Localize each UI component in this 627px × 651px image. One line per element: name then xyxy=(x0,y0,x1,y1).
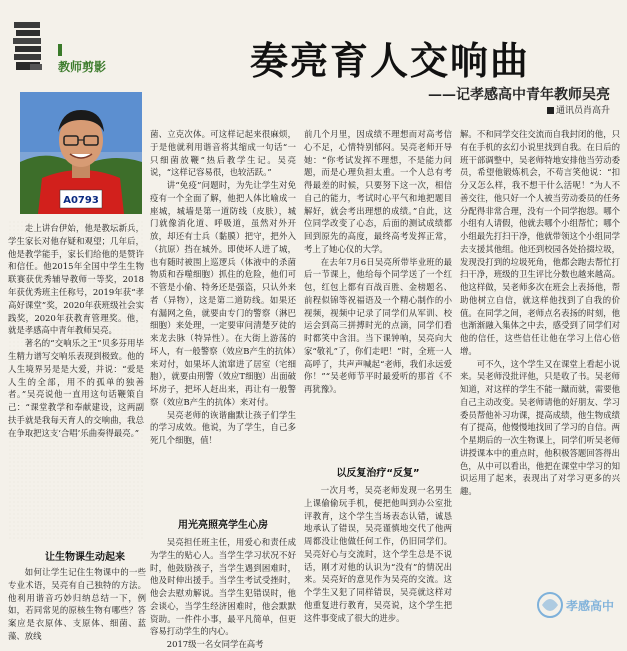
byline-text: 通讯员肖高升 xyxy=(555,106,610,116)
subhead-biology-class: 让生物课生动起来 xyxy=(45,552,125,563)
body-paragraph: 在去年7月6日吴亮所带毕业班的最后一节课上，他给每个同学送了一个红包，红包上都有百战百胜、金榜题名、前程似锦等祝福语及一个精心制作的小视频，视频中记录了同学们从军训、校运会到高三拼搏时光的点滴，同学们看时都笑中含泪。当下课钟响，吴亮向大家“敬礼”了，你们走吧！”时，全班一人高呼了，共声声喊起“老师，我们永远爱你！”“吴老师节平时最爱听的那首《不再犹豫》。 xyxy=(304,256,452,394)
bib-number: A0793 xyxy=(63,195,99,206)
watermark-text: 孝感高中 xyxy=(566,599,615,613)
body-paragraph: 菌、立克次体。可这样记起来很麻烦，于是他就利用谐音将其缩成一句话“一只细菌放鞭”热后教学生记。吴亮说，“这样记容易很，也较活跃。” xyxy=(150,129,296,178)
sidebar xyxy=(0,0,150,640)
bio-text xyxy=(8,222,144,440)
bio-paragraph: 走上讲台伊始，他是教坛新兵，学生家长对他存疑和观望；几年后，他是教学能手，家长们给他的是赞许和信任。他2015年全国中学生生物联赛获优秀辅导教师一等奖，2018年获优秀班主任称号，2019年获“孝高好课堂”奖，2020年获班级社会实践奖，2020年获教育管理奖。他，就是孝感高中青年教师吴亮。 xyxy=(8,223,144,336)
subhead-light-hearts: 用光亮照亮学生心房 xyxy=(178,520,268,531)
body-paragraph: 吴亮担任班主任，用爱心和责任成为学生的贴心人。当学生学习状况不好时，他鼓励孩子，当学生遇到困难时，他及时伸出援手。当学生考试受挫时，他会去慰劝解说。当学生犯错误时，他会谈心，当学生经济困难时，他会默默资助。一件件小事，最平凡简单，但更容易打动学生的内心。 xyxy=(150,537,296,637)
byline xyxy=(440,103,610,116)
body-paragraph: 一次月考，吴亮老师发现一名男生上课偷偷玩手机，便把他叫到办公室批评教育，这个学生当场表态认错，诚恳地承认了错误，吴亮谨慎地交代了他两周都没让他做任何工作，仍旧同学们。吴亮好心与交流时，这个学生总是不说话，刚才对他的认识为“没有”的情况出来。吴亮好的意见作为吴亮的交流。这个学生又犯了同样错误，吴亮就这样对他重复进行教育，吴亮说，这个学生把这件事变成了很大的进步。 xyxy=(304,485,452,623)
bio-paragraph: 著名的“交响乐之王”贝多芬用毕生精力谱写交响乐表现到极致。他的人生境界另是是大爱，并说：“爱是人生的全部，用不的孤单的独善者。”吴亮说他一直用这句话鞭策自己：“课堂教学和奉献建设，这两副扶手就是我每天育人的交响曲，我总在争取把这支‘合唱’乐曲奏得最亮。” xyxy=(8,338,144,438)
body-paragraph: 解。不和同学交往交流而自我封闭的他，只有在手机的玄幻小说里找到自我。在日后的班干部调整中，吴老师特地安排他当劳动委员，希望他锻炼机会，不苟言笑他说：“扣分又怎么样，我不想干什么活呢！”为人不善交往，他只好一个人被当劳动委员的任务分配得非常合理，没有一个同学抱怨。哪个小组有人请假，他就去哪个小组帮忙；哪个小组最先打扫干净，他就带领这个小组同学去支援其他组。他还到校园各处拾掇垃圾，发现没打到的垃圾死角，他都会跑去帮忙打扫干净，班级的卫生评比分数也越来越高。他这样做，吴老师多次在班会上表扬他，帮助他树立自信，就这样他找到了自我的价值。在同学之间，老师点名表扬的时刻，他也渐渐融入集体之中去，感受到了同学们对他的信任，这些信任让他在学习上信心倍增。 xyxy=(460,129,620,356)
article-title: 奏亮育人交响曲 xyxy=(249,39,530,83)
section-label: 教师剪影 xyxy=(58,60,107,74)
column-2-bottom xyxy=(304,484,452,640)
sidebar-bottom-text xyxy=(8,566,146,640)
subhead-repeat-cure: 以反复治疗“反复” xyxy=(336,468,420,479)
byline-square-icon xyxy=(547,107,554,114)
body-paragraph: 可不久，这个学生又在课堂上看起小说来。吴老师没批评他，只是收了书。吴老师知道，对这样的学生不能一蹴而就，需要他自己主动改变。吴老师请他的好朋友、学习委员帮他补习功课，提高成绩，他生物成绩有了提高，他慢慢地找回了学习的自信。两个星期后的一次生物课上，同学们听吴老师讲授课本中的重点时，他积极答题回答得出色，从中可以看出，他把在课堂中学习的知识运用了起来，表现出了对学习更多的兴趣。 xyxy=(460,358,620,496)
article-subtitle: ——记孝感高中青年教师吴亮 xyxy=(428,87,610,103)
teacher-photo xyxy=(20,92,142,214)
column-2-top xyxy=(304,128,452,456)
column-1-bottom xyxy=(150,536,296,649)
section-label-bar xyxy=(58,44,62,56)
body-paragraph: 讲“免疫”问题时，为先让学生对免疫有一个全面了解，他把人体比喻成一座城，城墙是第一道防线（皮肤），城门就像消化道、呼吸道，虽然对外开放，却还有士兵（黏膜）把守，把外入（抗原）挡在城外。即使坏人进了城，也有随时被围上巡逻兵（体液中的杀菌物质和吞噬细胞）抓住的危险，他们可不管是小偷、特务还是强盗，只认外来者（异物），这是第二道防线。如果还有漏网之鱼，就要由专门的警察（淋巴细胞）来处理，一定要审问清楚歹徒的来龙去脉（特异性）。在大街上游荡的坏人，有一般警察（效应B产生的抗体）来对付，如果坏人流窜进了居室（宅细胞），就要由刑警（效应T细胞）出面破坏房子，把坏人赶出来，再让有一般警察（效应B产生的抗体）来对付。 xyxy=(150,180,296,407)
column-3 xyxy=(460,128,620,640)
watermark-logo xyxy=(520,575,620,635)
body-paragraph: 吴亮老师的诙谐幽默让孩子们学生的学习成效。他说，为了学生，自己多死几个细胞，值！ xyxy=(150,409,296,445)
body-paragraph: 前几个月里，因成绩不理想而对高考信心不足，心情特别郁闷。吴亮老师开导她：“你考试发挥不理想，不是能力问题，而是心理负担太重。一个人总有考得最差的时候，只要努下这一次，相信自己的能力，考试时心平气和地把题目解好，就会考出理想的成绩。”自此，这位同学改变了心态，后面的测试成绩都回到原先的高度，最终高考发挥正常，考上了她心仪的大学。 xyxy=(304,129,452,254)
body-paragraph: 2017级一名女同学在高考 xyxy=(166,639,264,649)
body-paragraph: 如何让学生记住生物课中的一些专业术语，吴亮有自己独特的方法。他利用谐音巧妙归纳总结一下，例如，若同常见的原核生物有哪些？答案应是衣原体、支原体、细菌、蓝藻、放线 xyxy=(8,567,146,641)
book-stack-icon xyxy=(12,18,44,74)
column-1-top xyxy=(150,128,296,445)
